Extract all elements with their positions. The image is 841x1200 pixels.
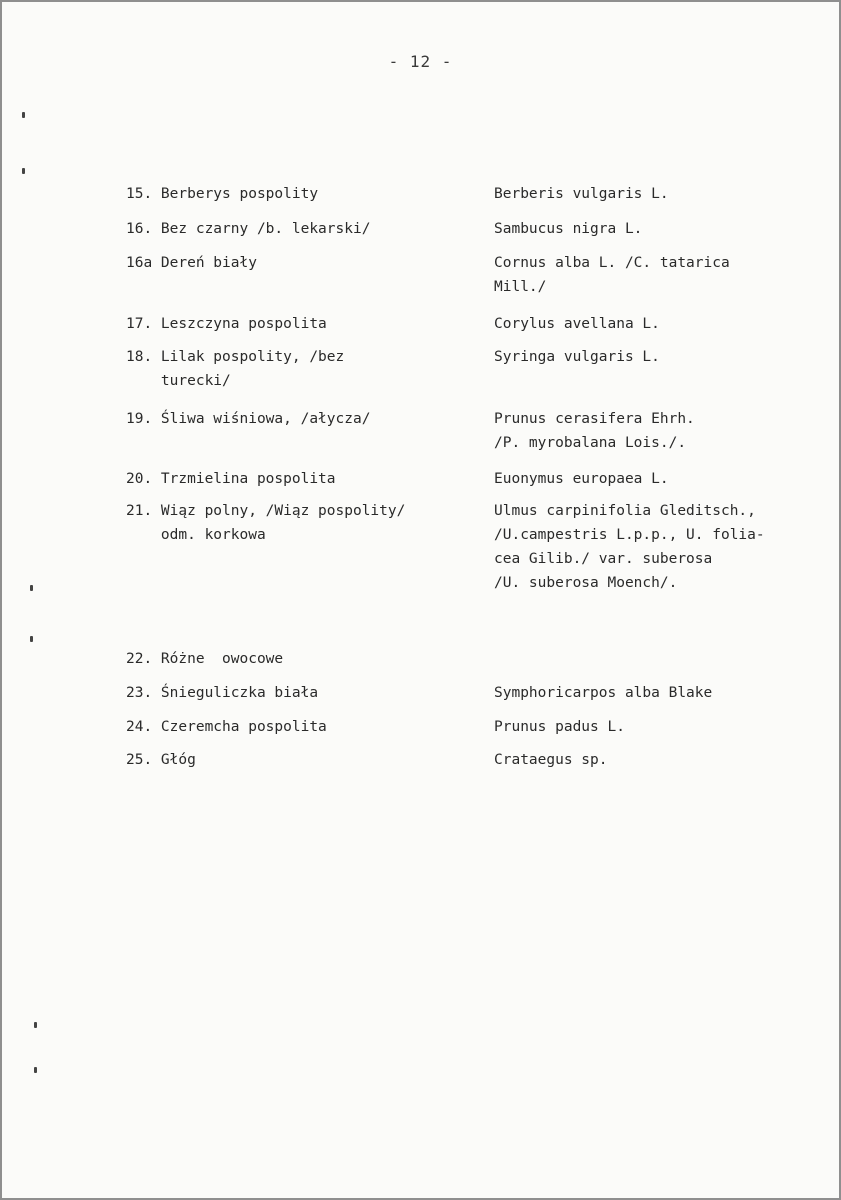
polish-name: 25. Głóg	[126, 752, 196, 768]
latin-name: Syringa vulgaris L.	[494, 349, 660, 365]
latin-name: Cornus alba L. /C. tatarica Mill./	[494, 255, 730, 295]
page-number: - 12 -	[388, 52, 453, 71]
latin-name: Euonymus europaea L.	[494, 471, 669, 487]
polish-name: 20. Trzmielina pospolita	[126, 471, 336, 487]
latin-name: Berberis vulgaris L.	[494, 186, 669, 202]
margin-punch-mark	[22, 112, 25, 118]
polish-name: 24. Czeremcha pospolita	[126, 719, 327, 735]
latin-name: Corylus avellana L.	[494, 316, 660, 332]
latin-name: Prunus padus L.	[494, 719, 625, 735]
margin-punch-mark	[22, 168, 25, 174]
polish-name: 23. Śnieguliczka biała	[126, 685, 319, 701]
latin-name: Symphoricarpos alba Blake	[494, 685, 713, 701]
polish-name: 16a Dereń biały	[126, 255, 257, 271]
margin-punch-mark	[30, 636, 33, 642]
latin-name: Prunus cerasifera Ehrh. /P. myrobalana Lois./.	[494, 411, 695, 451]
species-list	[2, 2, 839, 1198]
document-page	[2, 2, 839, 1198]
polish-name: 17. Leszczyna pospolita	[126, 316, 327, 332]
latin-name: Crataegus sp.	[494, 752, 608, 768]
latin-name: Sambucus nigra L.	[494, 221, 643, 237]
polish-name: 16. Bez czarny /b. lekarski/	[126, 221, 371, 237]
latin-name: Ulmus carpinifolia Gleditsch., /U.campestris L.p.p., U. folia- cea Gilib./ var. suberosa /U. suberosa Moench/.	[494, 503, 765, 591]
margin-punch-mark	[34, 1067, 37, 1073]
margin-punch-mark	[30, 585, 33, 591]
margin-punch-mark	[34, 1022, 37, 1028]
polish-name: 21. Wiąz polny, /Wiąz pospolity/ odm. korkowa	[126, 503, 406, 543]
polish-name: 18. Lilak pospolity, /bez turecki/	[126, 349, 345, 389]
polish-name: 19. Śliwa wiśniowa, /ałycza/	[126, 411, 371, 427]
polish-name: 22. Różne owocowe	[126, 651, 284, 667]
polish-name: 15. Berberys pospolity	[126, 186, 319, 202]
